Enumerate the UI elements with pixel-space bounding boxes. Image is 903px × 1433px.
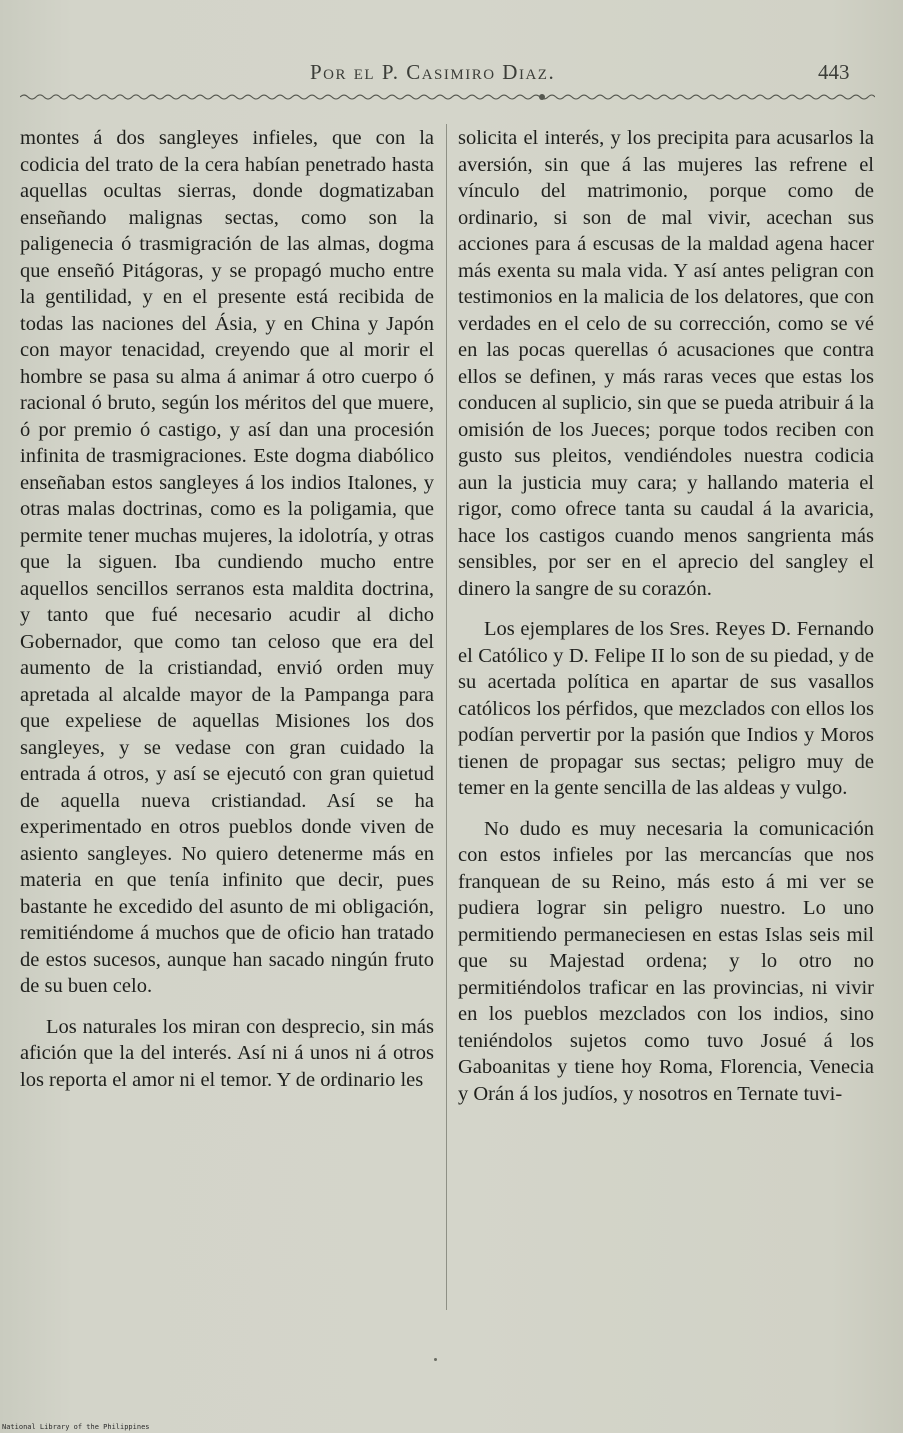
column-divider bbox=[446, 124, 447, 1310]
page-header bbox=[0, 60, 903, 90]
decorative-wavy-rule bbox=[20, 92, 875, 102]
right-paragraph-2: Los ejemplares de los Sres. Reyes D. Fernando el Católico y D. Felipe II lo son de su piedad, y de su acertada política en apartar de sus vasallos católicos los pérfidos, que mezclados con ellos los podían pervertir por la pasión que Indios y Moros tienen de propagar sus sectas; peligro muy de temer en la gente sencilla de las aldeas y vulgo. bbox=[458, 618, 874, 799]
right-column bbox=[458, 125, 874, 1107]
right-paragraph-1: solicita el interés, y los precipita para acusarlos la aversión, sin que á las mujeres las refrene el vínculo del matrimonio, porque como de ordinario, si son de mal vivir, acechan sus acciones para á escusas de la maldad agena hacer más exenta su mala vida. Y así antes peligran con testimonios en la malicia de los delatores, que con verdades en el celo de su corrección, como se vé en las pocas querellas ó acusaciones que contra ellos se definen, y más raras veces que estas los conducen al suplicio, sin que se pueda atribuir á la omisión de los Jueces; porque todos reciben con gusto sus pleitos, vendiéndoles nuestra codicia aun la justicia muy cara; y hallando materia el rigor, como ofrece tanta su caudal á la avaricia, hace los castigos cuando menos sangrienta más sensibles, por ser en el aprecio del sangley el dinero la sangre de su corazón. bbox=[458, 127, 874, 600]
footer-dot bbox=[434, 1358, 437, 1361]
right-paragraph-3: No dudo es muy necesaria la comunicación con estos infieles por las mercancías que nos franquean de su Reino, más esto á mi ver se pudiera lograr sin peligro nuestro. Lo uno permitiendo permaneciesen en estas Islas seis mil que su Majestad ordena; y lo otro no permitiéndolos traficar en las provincias, ni vivir en los pueblos mezclados con los indios, sino teniéndolos sujetos como tuvo Josué á los Gaboanitas y tiene hoy Roma, Florencia, Venecia y Orán á los judíos, y nosotros en Ternate tuvi- bbox=[458, 817, 874, 1105]
left-column bbox=[20, 125, 434, 1093]
left-paragraph-1: montes á dos sangleyes infieles, que con la codicia del trato de la cera habían penetrado hasta aquellas ocultas sierras, donde dogmatizaban enseñando malignas sectas, como son la paligenecia ó trasmigración de las almas, dogma que enseñó Pitágoras, y se propagó mucho entre la gentilidad, y en el presente está recibida de todas las naciones del Ásia, y en China y Japón con mayor tenacidad, creyendo que al morir el hombre se pasa su alma á animar á otro cuerpo ó racional ó bruto, según los méritos del que muere, ó por premio ó castigo, y así dan una procesión infinita de trasmigraciones. Este dogma diabólico enseñaban estos sangleyes á los indios Italones, y otras malas doctrinas, como es la poligamia, que permite tener muchas mujeres, la idolotría, y otras que la siguen. Iba cundiendo mucho entre aquellos sencillos serranos esta maldita doctrina, y tanto que fué necesario acudir al dicho Gobernador, que como tan celoso que era del aumento de la cristiandad, envió orden muy apretada al alcalde mayor de la Pampanga para que expeliese de aquellas Misiones los dos sangleyes, y se vedase con gran cuidado la entrada á otros, y así se ejecutó con gran quietud de aquella nueva cristiandad. Así se ha experimentado en otros pueblos donde viven de asiento sangleyes. No quiero detenerme más en materia en que tenía infinito que decir, pues bastante he excedido del asunto de mi obligación, remitiéndome á muchos que de oficio han tratado de estos sucesos, aunque han sacado ningún fruto de su buen celo. bbox=[20, 127, 434, 997]
page-number: 443 bbox=[818, 60, 850, 84]
library-credit: National Library of the Philippines bbox=[2, 1423, 150, 1431]
left-paragraph-2: Los naturales los miran con desprecio, sin más afición que la del interés. Así ni á unos ni á otros los reporta el amor ni el temor. Y de ordinario les bbox=[20, 1015, 434, 1091]
running-head: Por el P. Casimiro Diaz. bbox=[310, 60, 556, 84]
